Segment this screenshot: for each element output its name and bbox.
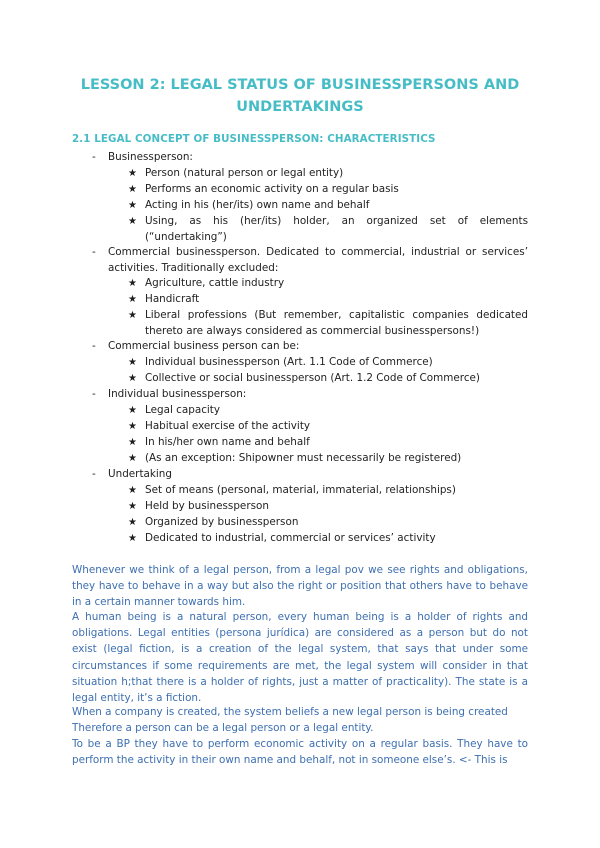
star-bullet-icon: ★: [128, 200, 137, 211]
outline-item: Handicraft: [145, 293, 200, 305]
outline-item: Acting in his (her/its) own name and behalf: [145, 199, 370, 211]
star-bullet-icon: ★: [128, 501, 137, 512]
notes-paragraph: Therefore a person can be a legal person or a legal entity.: [72, 722, 374, 734]
outline-label: Undertaking: [108, 468, 172, 480]
dash-bullet: -: [92, 340, 96, 352]
outline-item: Set of means (personal, material, immaterial, relationships): [145, 484, 456, 496]
outline-item: Person (natural person or legal entity): [145, 167, 344, 179]
outline-item: Using, as his (her/its) holder, an organized set of elements (“undertaking”): [145, 215, 528, 243]
outline-label: Commercial businessperson. Dedicated to commercial, industrial or services’ activities. Traditionally excluded:: [108, 246, 528, 274]
star-bullet-icon: ★: [128, 216, 137, 227]
lesson-title-line-1: LESSON 2: LEGAL STATUS OF BUSINESSPERSONS AND: [80, 77, 520, 93]
outline-item: Collective or social businessperson (Art. 1.2 Code of Commerce): [145, 372, 480, 384]
lesson-title-line-2: UNDERTAKINGS: [236, 99, 364, 115]
outline-label: Individual businessperson:: [108, 388, 247, 400]
star-bullet-icon: ★: [128, 294, 137, 305]
star-bullet-icon: ★: [128, 310, 137, 321]
dash-bullet: -: [92, 246, 96, 258]
outline-item: Performs an economic activity on a regular basis: [145, 183, 399, 195]
star-bullet-icon: ★: [128, 421, 137, 432]
star-bullet-icon: ★: [128, 533, 137, 544]
outline-item: Liberal professions (But remember, capitalistic companies dedicated thereto are always considered as commercial businesspersons!): [145, 309, 528, 337]
outline-item: Habitual exercise of the activity: [145, 420, 311, 432]
dash-bullet: -: [92, 388, 96, 400]
outline-item: Organized by businessperson: [145, 516, 299, 528]
outline-item: Legal capacity: [145, 404, 221, 416]
outline-item: (As an exception: Shipowner must necessarily be registered): [145, 452, 462, 464]
outline-item: Agriculture, cattle industry: [145, 277, 285, 289]
star-bullet-icon: ★: [128, 453, 137, 464]
notes-paragraph: Whenever we think of a legal person, from a legal pov we see rights and obligations, they have to behave in a way but also the right or position that others have to behave in a certain manner towards him.: [72, 564, 528, 609]
star-bullet-icon: ★: [128, 405, 137, 416]
notes-paragraph: A human being is a natural person, every human being is a holder of rights and obligations. Legal entities (persona jurídica) are considered as a person but do not exist (legal fiction, is a creation of the legal system, that says that under some circumstances if some requirements are met, the legal system will consider in that situation h;that there is a holder of rights, just a matter of practicality). The state is a legal entity, it’s a fiction.: [72, 611, 528, 705]
star-bullet-icon: ★: [128, 485, 137, 496]
star-bullet-icon: ★: [128, 517, 137, 528]
section-heading: 2.1 LEGAL CONCEPT OF BUSINESSPERSON: CHARACTERISTICS: [72, 133, 436, 145]
star-bullet-icon: ★: [128, 373, 137, 384]
star-bullet-icon: ★: [128, 168, 137, 179]
outline-item: In his/her own name and behalf: [145, 436, 310, 448]
star-bullet-icon: ★: [128, 184, 137, 195]
star-bullet-icon: ★: [128, 278, 137, 289]
notes-paragraph: When a company is created, the system beliefs a new legal person is being created: [72, 706, 508, 718]
notes-paragraph: To be a BP they have to perform economic activity on a regular basis. They have to perform the activity in their own name and behalf, not in someone else’s. <- This is: [72, 738, 528, 767]
star-bullet-icon: ★: [128, 437, 137, 448]
outline-item: Individual businessperson (Art. 1.1 Code of Commerce): [145, 356, 433, 368]
star-bullet-icon: ★: [128, 357, 137, 368]
outline-label: Commercial business person can be:: [108, 340, 300, 352]
outline-item: Dedicated to industrial, commercial or services’ activity: [145, 532, 436, 544]
outline-item: Held by businessperson: [145, 500, 269, 512]
lesson-title: [60, 74, 540, 118]
outline-label: Businessperson:: [108, 151, 193, 163]
dash-bullet: -: [92, 151, 96, 163]
dash-bullet: -: [92, 468, 96, 480]
